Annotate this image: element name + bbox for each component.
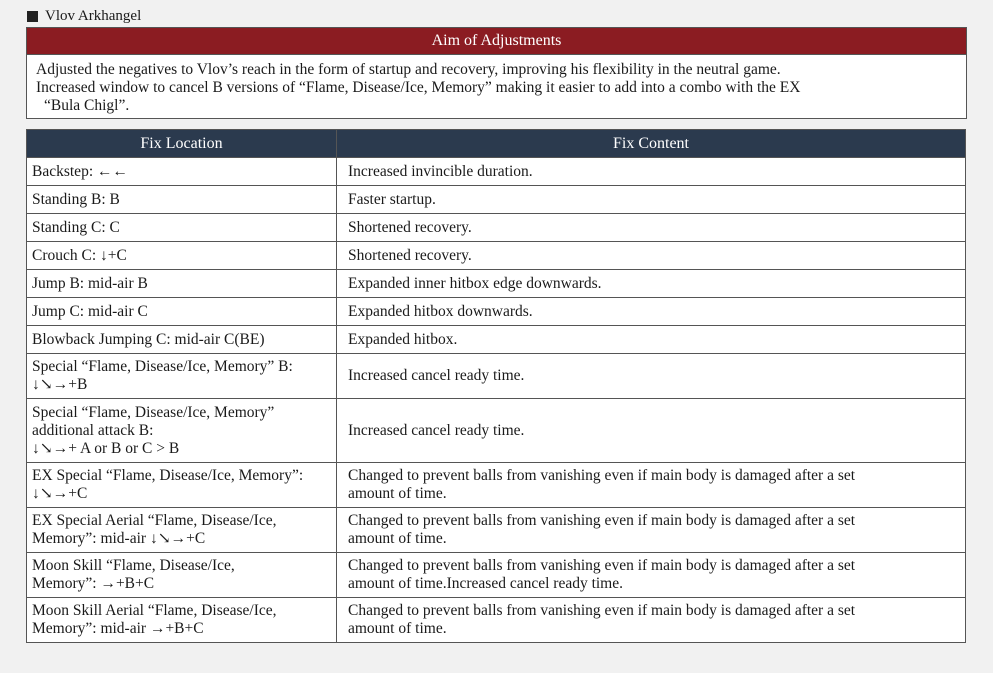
fix-content-line: Shortened recovery.	[348, 218, 472, 236]
fix-content-line: Changed to prevent balls from vanishing even if main body is damaged after a set	[348, 602, 856, 619]
table-row	[27, 399, 966, 463]
fix-content-line: Expanded hitbox.	[348, 330, 458, 348]
fix-content-line: amount of time.	[348, 620, 447, 637]
aim-line: Increased window to cancel B versions of “Flame, Disease/Ice, Memory” making it easier to add into a combo with the EX	[36, 79, 801, 96]
fix-location-line: ↓↘→+B	[32, 376, 88, 393]
table-row	[27, 463, 966, 508]
fix-content-line: Expanded hitbox downwards.	[348, 302, 533, 320]
fix-content-line: Changed to prevent balls from vanishing even if main body is damaged after a set	[348, 557, 856, 574]
fix-location-cell	[27, 399, 337, 463]
fix-location-cell	[27, 326, 337, 354]
fix-location-cell	[27, 242, 337, 270]
column-header-content: Fix Content	[337, 130, 966, 158]
fix-location-line: ↓↘→+ A or B or C > B	[32, 439, 180, 457]
fix-location-line: Moon Skill Aerial “Flame, Disease/Ice,	[32, 602, 277, 619]
fix-location-line: Memory”: mid-air →+B+C	[32, 620, 204, 637]
fix-location-line: Crouch C: ↓+C	[32, 246, 127, 264]
fix-location-cell	[27, 354, 337, 399]
fix-location-line: Memory”: →+B+C	[32, 575, 155, 592]
fix-location-line: Standing C: C	[32, 218, 120, 236]
fix-content-line: amount of time.	[348, 485, 447, 502]
fix-content-line: Increased cancel ready time.	[348, 421, 525, 439]
fix-location-line: Jump C: mid-air C	[32, 302, 148, 320]
fix-content-cell	[337, 158, 966, 186]
table-body	[27, 158, 966, 643]
character-heading	[27, 6, 141, 26]
fix-content-line: amount of time.	[348, 530, 447, 547]
aim-description	[27, 55, 966, 118]
fix-location-line: Jump B: mid-air B	[32, 274, 148, 292]
fix-content-cell	[337, 508, 966, 553]
fix-location-cell	[27, 214, 337, 242]
table-row	[27, 270, 966, 298]
fix-location-cell	[27, 598, 337, 643]
fix-location-line: additional attack B:	[32, 421, 154, 439]
table-row	[27, 214, 966, 242]
fix-content-line: Expanded inner hitbox edge downwards.	[348, 274, 602, 292]
table-header-row	[27, 130, 966, 158]
fix-location-line: Moon Skill “Flame, Disease/Ice,	[32, 557, 235, 574]
fix-location-line: Memory”: mid-air ↓↘→+C	[32, 530, 206, 547]
fix-location-line: EX Special Aerial “Flame, Disease/Ice,	[32, 512, 277, 529]
fix-content-line: Shortened recovery.	[348, 246, 472, 264]
fix-location-cell	[27, 270, 337, 298]
table-row	[27, 354, 966, 399]
fix-content-line: Increased cancel ready time.	[348, 367, 525, 384]
fix-content-cell	[337, 326, 966, 354]
fix-location-line: Special “Flame, Disease/Ice, Memory”	[32, 403, 275, 421]
fix-content-cell	[337, 553, 966, 598]
fix-content-cell	[337, 598, 966, 643]
table-row	[27, 598, 966, 643]
fix-content-cell	[337, 298, 966, 326]
aim-line: “Bula Chigl”.	[44, 97, 130, 114]
table-row	[27, 242, 966, 270]
fix-location-cell	[27, 186, 337, 214]
fix-location-cell	[27, 298, 337, 326]
fix-content-cell	[337, 399, 966, 463]
fix-content-cell	[337, 354, 966, 399]
fix-table	[26, 129, 966, 643]
fix-content-line: Increased invincible duration.	[348, 162, 533, 180]
fix-content-line: Changed to prevent balls from vanishing even if main body is damaged after a set	[348, 512, 856, 529]
table-row	[27, 508, 966, 553]
fix-location-cell	[27, 553, 337, 598]
character-name: Vlov Arkhangel	[45, 8, 142, 24]
fix-content-cell	[337, 270, 966, 298]
table-row	[27, 158, 966, 186]
fix-content-line: Changed to prevent balls from vanishing even if main body is damaged after a set	[348, 467, 856, 484]
table-row	[27, 553, 966, 598]
table-row	[27, 298, 966, 326]
fix-location-line: Special “Flame, Disease/Ice, Memory” B:	[32, 358, 293, 375]
fix-content-cell	[337, 463, 966, 508]
aim-title: Aim of Adjustments	[27, 28, 966, 55]
fix-location-cell	[27, 158, 337, 186]
fix-location-line: ↓↘→+C	[32, 485, 88, 502]
fix-content-line: Faster startup.	[348, 190, 436, 208]
fix-content-line: amount of time.Increased cancel ready time.	[348, 575, 623, 592]
fix-location-cell	[27, 463, 337, 508]
table-row	[27, 186, 966, 214]
fix-location-cell	[27, 508, 337, 553]
aim-line: Adjusted the negatives to Vlov’s reach in the form of startup and recovery, improving his flexibility in the neutral game.	[36, 61, 781, 78]
fix-content-cell	[337, 214, 966, 242]
fix-location-line: Blowback Jumping C: mid-air C(BE)	[32, 330, 265, 348]
column-header-location: Fix Location	[27, 130, 337, 158]
fix-location-line: Backstep: ←←	[32, 162, 128, 180]
fix-content-cell	[337, 242, 966, 270]
aim-of-adjustments-box	[26, 27, 967, 119]
square-icon	[27, 11, 38, 22]
fix-content-cell	[337, 186, 966, 214]
fix-location-line: Standing B: B	[32, 190, 120, 208]
table-row	[27, 326, 966, 354]
fix-location-line: EX Special “Flame, Disease/Ice, Memory”:	[32, 467, 304, 484]
